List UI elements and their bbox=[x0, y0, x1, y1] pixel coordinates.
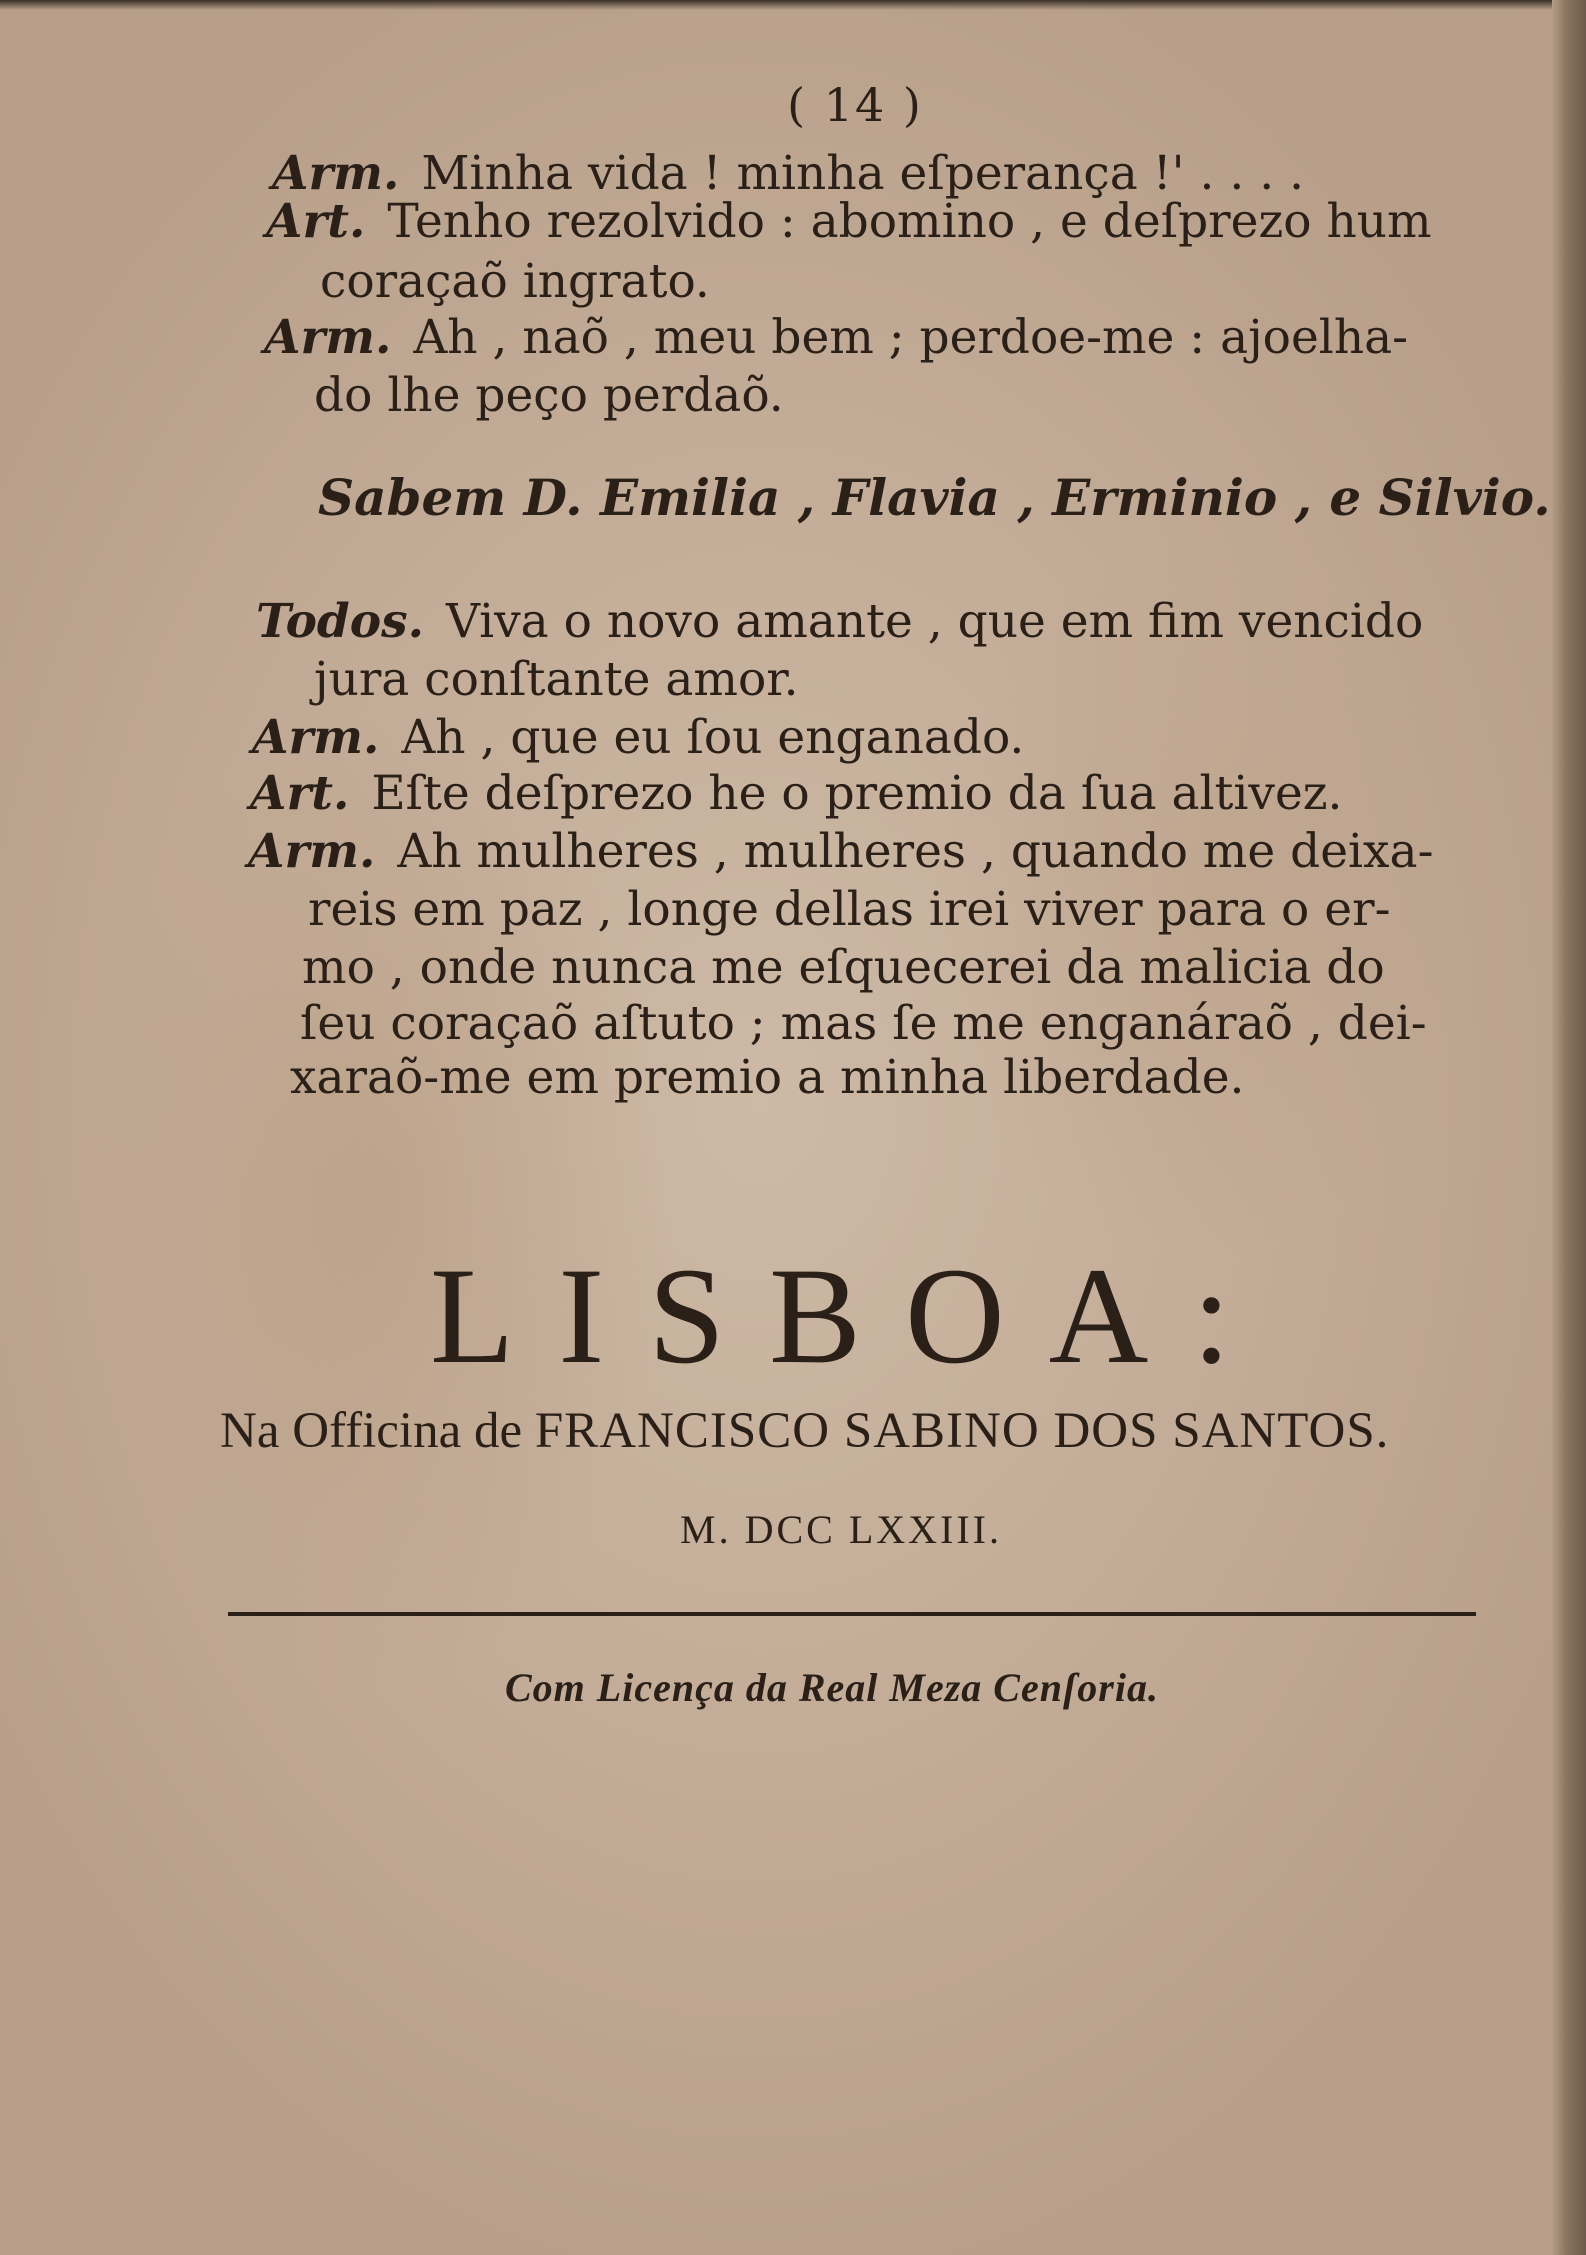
printer-line bbox=[220, 1402, 1480, 1460]
printer-name: FRANCISCO SABINO DOS SANTOS. bbox=[534, 1403, 1390, 1459]
city-title: LISBOA: bbox=[430, 1239, 1275, 1392]
dialogue-line bbox=[302, 940, 1385, 995]
speaker-label: Arm. bbox=[272, 146, 400, 201]
dialogue-line bbox=[314, 652, 799, 707]
dialogue-line bbox=[248, 824, 1434, 879]
book-spine-edge bbox=[1552, 0, 1586, 2255]
dialogue-text: do lhe peço perdaõ. bbox=[314, 368, 784, 423]
dialogue-text: jura conſtante amor. bbox=[314, 652, 799, 707]
divider-rule bbox=[228, 1612, 1476, 1616]
speaker-label: Arm. bbox=[264, 310, 392, 365]
page-number: ( 14 ) bbox=[787, 78, 923, 132]
dialogue-text: ſeu coraçaõ aſtuto ; mas ſe me enganáraõ , dei- bbox=[300, 996, 1427, 1051]
page-top-edge bbox=[0, 0, 1586, 10]
printer-prefix: Na Officina de bbox=[220, 1403, 523, 1459]
dialogue-line bbox=[290, 1050, 1245, 1105]
speaker-label: Art. bbox=[266, 194, 366, 249]
dialogue-text: Minha vida ! minha eſperança !' . . . . bbox=[421, 146, 1305, 201]
dialogue-text: mo , onde nunca me eſquecerei da malicia do bbox=[302, 940, 1385, 995]
speaker-label: Arm. bbox=[248, 824, 376, 879]
dialogue-line bbox=[252, 710, 1025, 765]
dialogue-line bbox=[300, 996, 1427, 1051]
dialogue-text: Viva o novo amante , que em fim vencido bbox=[445, 594, 1424, 649]
stage-direction: Sabem D. Emilia , Flavia , Erminio , e Silvio. bbox=[318, 468, 1551, 527]
speaker-label: Arm. bbox=[252, 710, 380, 765]
license-note: Com Licença da Real Meza Cenſoria. bbox=[505, 1665, 1159, 1710]
dialogue-line bbox=[320, 254, 710, 309]
dialogue-text: reis em paz , longe dellas irei viver para o er- bbox=[308, 882, 1391, 937]
dialogue-line bbox=[266, 194, 1432, 249]
speaker-label: Todos. bbox=[256, 594, 424, 649]
dialogue-line bbox=[264, 310, 1408, 365]
dialogue-text: Ah , naõ , meu bem ; perdoe-me : ajoelha- bbox=[413, 310, 1408, 365]
dialogue-text: Tenho rezolvido : abomino , e deſprezo hum bbox=[387, 194, 1432, 249]
dialogue-line bbox=[308, 882, 1391, 937]
dialogue-line bbox=[256, 594, 1424, 649]
dialogue-text: Eſte deſprezo he o premio da ſua altivez. bbox=[371, 766, 1343, 821]
speaker-label: Art. bbox=[250, 766, 350, 821]
dialogue-text: Ah , que eu ſou enganado. bbox=[401, 710, 1025, 765]
publication-year: M. DCC LXXIII. bbox=[680, 1507, 1002, 1552]
dialogue-line bbox=[272, 146, 1305, 201]
dialogue-line bbox=[314, 368, 784, 423]
dialogue-line bbox=[250, 766, 1343, 821]
dialogue-text: xaraõ-me em premio a minha liberdade. bbox=[290, 1050, 1245, 1105]
dialogue-text: Ah mulheres , mulheres , quando me deixa- bbox=[397, 824, 1434, 879]
dialogue-text: coraçaõ ingrato. bbox=[320, 254, 710, 309]
